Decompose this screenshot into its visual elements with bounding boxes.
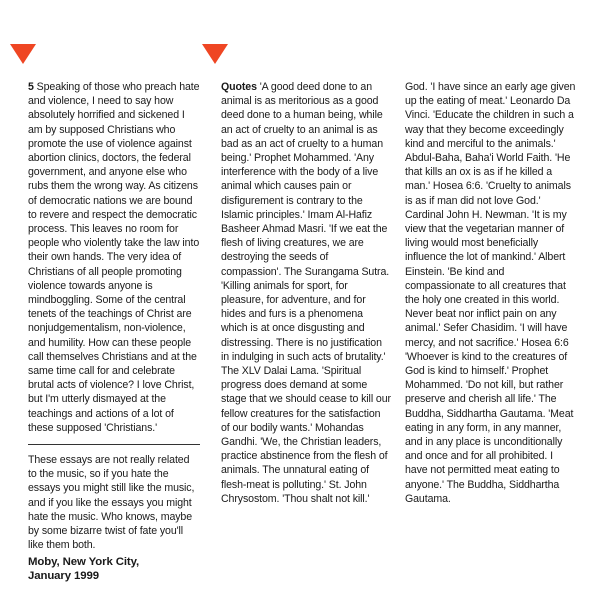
- quotes-continued-text: God. 'I have since an early age given up the eating of meat.' Leonardo Da Vinci. 'Educate the children in such a way that they become exceedingly kind and merciful to the animals.' Abdul-Baha, Baha'i World Faith. 'He that kills an ox is as if he killed a man.' Hosea 6:6. 'Cruelty to animals is as if man did not love God.' Cardinal John H. Newman. 'It is my view that the vegetarian manner of living would most beneficially influence the lot of mankind.' Albert Einstein. 'Be kind and compassionate to all creatures that the holy one created in this world. Never beat nor inflict pain on any animal.' Sefer Chasidim. 'I will have mercy, and not sacrifice.' Hosea 6:6 'Whoever is kind to the creatures of God is kind to himself.' Prophet Mohammed. 'Do not kill, but rather preserve and cherish all life.' The Buddha, Siddhartha Gautama. 'Meat eating in any form, in any manner, and in any place is unconditionally and once and for all prohibited. I have not permitted meat eating to anyone.' The Buddha, Siddhartha Gautama.: [405, 81, 576, 505]
- quotes-heading: Quotes: [221, 81, 257, 93]
- essay-text: Speaking of those who preach hate and violence, I need to say how absolutely horrified and sickened I am by supposed Christians who promote the use of violence against abortion clinics, doctors, the federal government, and anyone else who rubs them the wrong way. As citizens of democratic nations we are bound to revere and respect the democratic process. This leaves no room for people who violently take the law into their own hands. The very idea of Christians of all people promoting violence towards anyone is mindboggling. Some of the central tenets of the teachings of Christ are nonjudgementalism, non-violence, and humility. How can these people call themselves Christians and at the same time call for and celebrate brutal acts of violence? I love Christ, but I'm utterly dismayed at the teachings and actions of a lot of these supposed 'Christians.': [28, 81, 200, 434]
- signature-place: Moby, New York City,: [28, 555, 140, 568]
- signature-date: January 1999: [28, 569, 99, 582]
- essay-number: 5: [28, 81, 34, 93]
- quotes-continued-column: [405, 80, 577, 506]
- triangle-marker-left-icon: [10, 44, 36, 64]
- essay-paragraph: [28, 80, 200, 435]
- divider-rule: [28, 444, 200, 445]
- triangle-marker-middle-icon: [202, 44, 228, 64]
- quotes-text: 'A good deed done to an animal is as meritorious as a good deed done to a human being, while an act of cruelty to an animal is as bad as an act of cruelty to a human being.' Prophet Mohammed. 'Any interference with the body of a live animal which causes pain or disfigurement is contrary to the Islamic principles.' Imam Al-Hafiz Basheer Ahmad Masri. 'If we eat the flesh of living creatures, we are destroying the seeds of compassion'. The Surangama Sutra. 'Killing animals for sport, for pleasure, for adventure, and for hides and furs is a phenomena which is at once disgusting and distressing. There is no justification in indulging in such acts of brutality.' The XLV Dalai Lama. 'Spiritual progress does demand at some stage that we should cease to kill our fellow creatures for the satisfaction of our bodily wants.' Mohandas Gandhi. 'We, the Christian leaders, practice abstinence from the flesh of animals. The unnatural eating of flesh-meat is polluting.' St. John Chrysostom. 'Thou shalt not kill.': [221, 81, 391, 505]
- essay-column: [28, 80, 200, 583]
- quotes-column: [221, 80, 391, 506]
- quotes-paragraph: [221, 80, 391, 506]
- disclaimer-note: These essays are not really related to the music, so if you hate the essays you might still like the music, and if you like the essays you might hate the music. Who knows, maybe by some bizarre twist of fate you'll like them both.: [28, 454, 195, 552]
